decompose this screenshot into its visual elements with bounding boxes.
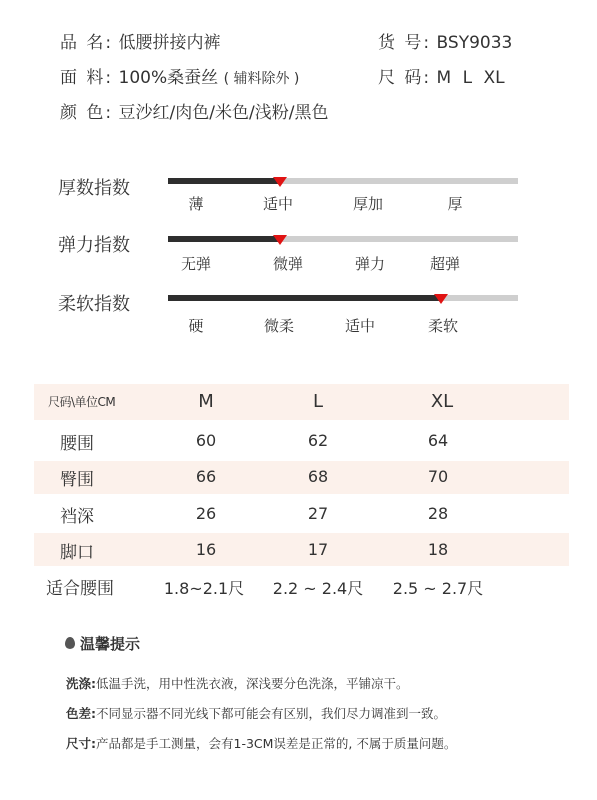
index-tick: 柔软: [427, 317, 459, 335]
tip-key: 洗涤:: [66, 676, 96, 691]
table-cell: 18: [427, 540, 449, 559]
material-note: ( 辅料除外 ): [223, 71, 300, 87]
fit-waist-value: 2.5 ~ 2.7尺: [392, 579, 484, 598]
index-label-thickness: 厚数指数: [58, 178, 130, 199]
droplet-icon: [65, 637, 75, 649]
fit-waist-label: 适合腰围: [46, 579, 114, 599]
product-size: [378, 63, 505, 88]
index-label-softness: 柔软指数: [58, 294, 130, 315]
tip-size: [66, 734, 456, 752]
tip-color: [66, 704, 446, 722]
table-cell: 62: [307, 431, 329, 450]
sku-value: BSY9033: [436, 33, 513, 53]
tip-key: 尺寸:: [66, 736, 96, 751]
product-sku: [378, 28, 512, 53]
table-cell: 60: [195, 431, 217, 450]
index-tick: 硬: [188, 317, 204, 335]
tips-title: 温馨提示: [80, 635, 141, 653]
product-color: [60, 98, 328, 123]
index-label-elasticity: 弹力指数: [58, 235, 130, 256]
fit-waist-value: 2.2 ~ 2.4尺: [272, 579, 364, 598]
table-row-label: 裆深: [60, 507, 94, 527]
tip-text: 低温手洗，用中性洗衣液，深浅要分色洗涤，平铺凉干。: [96, 676, 409, 691]
table-cell: 66: [195, 467, 217, 486]
table-row-label: 脚口: [60, 543, 94, 563]
table-cell: 27: [307, 504, 329, 523]
name-value: 低腰拼接内裤: [118, 33, 221, 53]
index-bar-softness: [168, 295, 518, 301]
index-tick: 微柔: [263, 317, 295, 335]
index-tick: 薄: [188, 195, 204, 213]
index-fill: [168, 236, 280, 242]
table-cell: 70: [427, 467, 449, 486]
index-fill: [168, 295, 441, 301]
table-cell: 17: [307, 540, 329, 559]
material-value: 100%桑蚕丝: [118, 68, 219, 88]
tip-key: 色差:: [66, 706, 96, 721]
tip-text: 不同显示器不同光线下都可能会有区别，我们尽力调准到一致。: [96, 706, 447, 721]
sku-label: 货 号:: [378, 33, 432, 53]
table-header-label: 尺码\单位CM: [48, 395, 116, 409]
color-label: 颜 色:: [60, 103, 114, 123]
table-row-highlight: [34, 461, 569, 494]
size-value: M L XL: [436, 68, 505, 88]
index-fill: [168, 178, 280, 184]
index-bar-elasticity: [168, 236, 518, 242]
table-column-header: M: [198, 391, 214, 412]
index-tick: 厚加: [352, 195, 384, 213]
color-value: 豆沙红/肉色/米色/浅粉/黑色: [118, 103, 329, 123]
index-marker-icon: [273, 177, 287, 187]
index-marker-icon: [273, 235, 287, 245]
index-tick: 适中: [262, 195, 294, 213]
index-bar-thickness: [168, 178, 518, 184]
table-column-header: L: [312, 391, 324, 412]
index-marker-icon: [434, 294, 448, 304]
index-tick: 微弹: [272, 255, 304, 273]
tip-text: 产品都是手工测量，会有1-3CM误差是正常的, 不属于质量问题。: [96, 736, 457, 751]
product-name: [60, 28, 221, 53]
table-cell: 64: [427, 431, 449, 450]
size-label: 尺 码:: [378, 68, 432, 88]
index-tick: 超弹: [429, 255, 461, 273]
index-tick: 适中: [344, 317, 376, 335]
table-cell: 16: [195, 540, 217, 559]
index-tick: 弹力: [354, 255, 386, 273]
fit-waist-value: 1.8~2.1尺: [163, 579, 245, 598]
material-label: 面 料:: [60, 68, 114, 88]
table-cell: 26: [195, 504, 217, 523]
tip-wash: [66, 674, 409, 692]
name-label: 品 名:: [60, 33, 114, 53]
table-row-label: 腰围: [60, 434, 94, 454]
table-column-header: XL: [430, 391, 454, 412]
index-tick: 无弹: [180, 255, 212, 273]
table-cell: 68: [307, 467, 329, 486]
index-tick: 厚: [447, 195, 463, 213]
table-cell: 28: [427, 504, 449, 523]
table-row-highlight: [34, 533, 569, 566]
product-material: [60, 63, 299, 88]
table-row-label: 臀围: [60, 470, 94, 490]
